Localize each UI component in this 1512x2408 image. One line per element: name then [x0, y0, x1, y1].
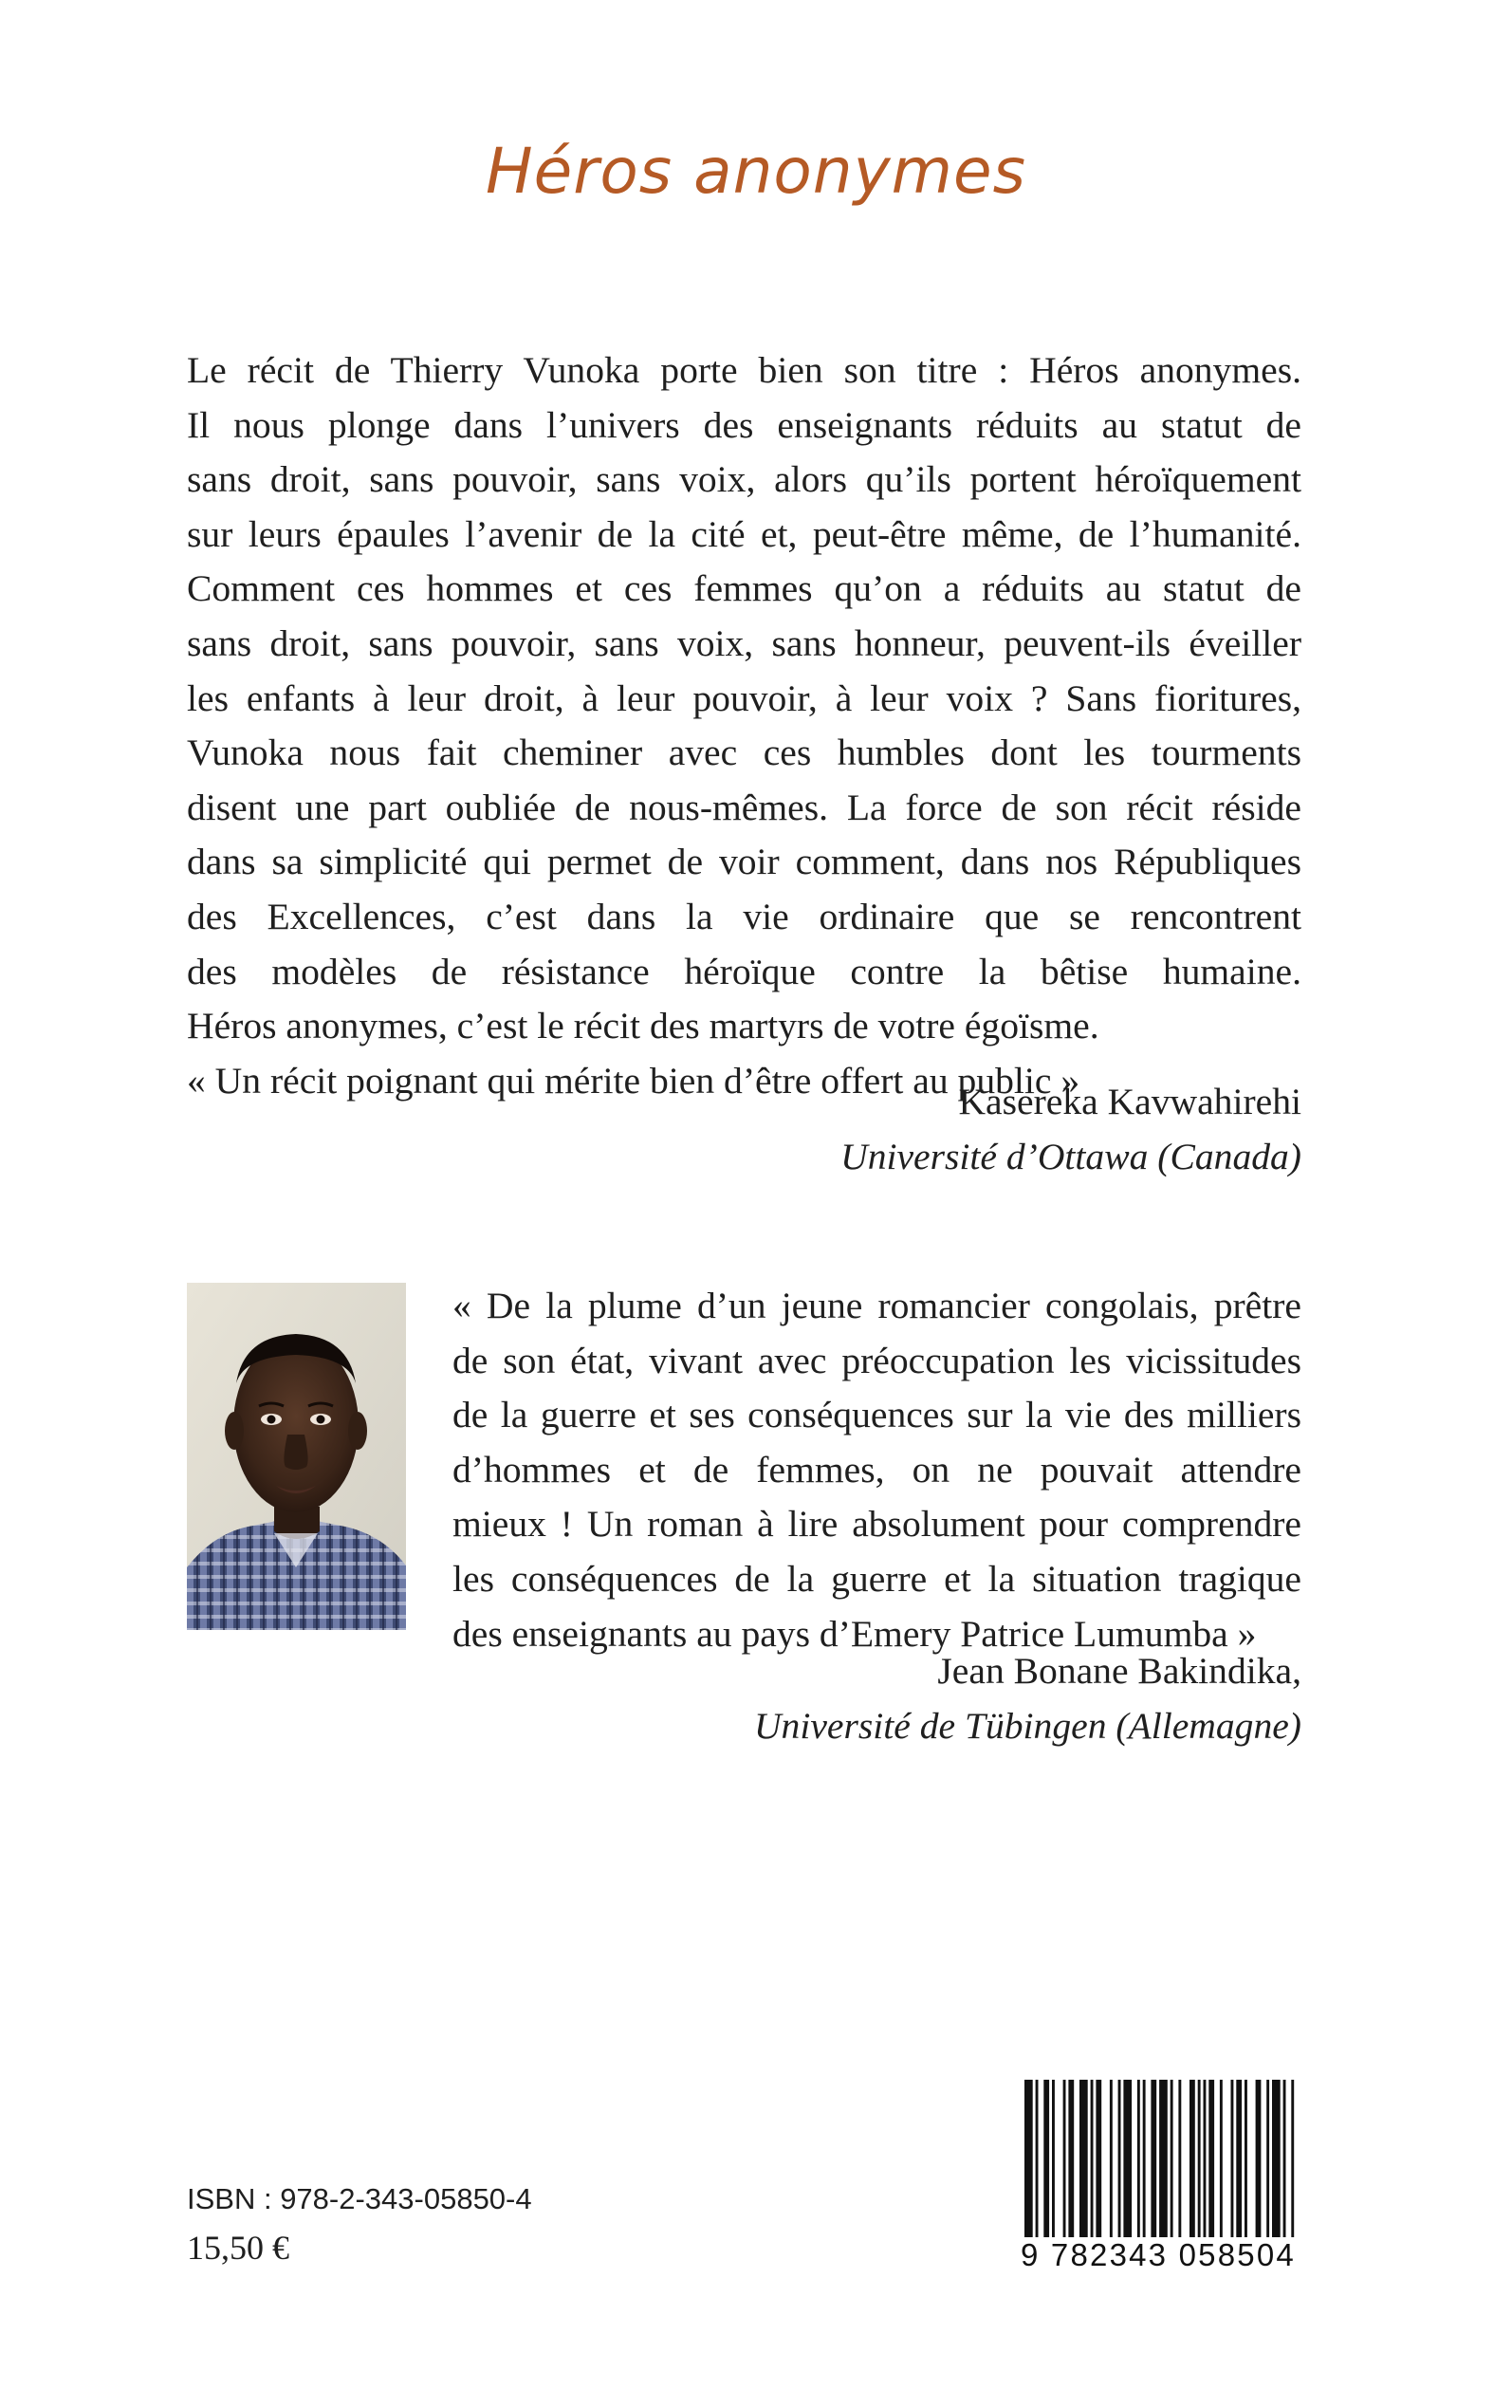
quote-line: de son état, vivant avec préoccupation les vicissitudes: [452, 1339, 1301, 1381]
blurb-line: sur leurs épaules l’avenir de la cité et, peut-être même, de l’humanité.: [187, 512, 1301, 555]
quote-line: « De la plume d’un jeune romancier congolais, prêtre: [452, 1285, 1301, 1326]
quote-line: des enseignants au pays d’Emery Patrice Lumumba »: [452, 1612, 1257, 1655]
blurb-line: sans droit, sans pouvoir, sans voix, sans honneur, peuvent-ils éveiller: [187, 621, 1301, 664]
blurb-quote-line: « Un récit poignant qui mérite bien d’être offert au public »: [187, 1059, 1080, 1102]
blurb-line: Héros anonymes, c’est le récit des martyrs de votre égoïsme.: [187, 1005, 1099, 1047]
quote-line: mieux ! Un roman à lire absolument pour comprendre: [452, 1503, 1301, 1546]
blurb-line: dans sa simplicité qui permet de voir comment, dans nos Républiques: [187, 841, 1301, 883]
isbn-text: ISBN : 978-2-343-05850-4: [187, 2182, 532, 2215]
price-text: 15,50 €: [187, 2229, 289, 2267]
blurb-line: des modèles de résistance héroïque contre la bêtise humaine.: [187, 950, 1301, 992]
blurb-paragraph: [187, 343, 1301, 1108]
attribution-kavwahirehi: [840, 1075, 1301, 1184]
blurb-line: Vunoka nous fait cheminer avec ces humbles dont les tourments: [187, 732, 1301, 774]
quote-line: d’hommes et de femmes, on ne pouvait attendre: [452, 1448, 1301, 1491]
blurb-line: Il nous plonge dans l’univers des enseignants réduits au statut de: [187, 403, 1301, 446]
blurb-line: les enfants à leur droit, à leur pouvoir, à leur voix ? Sans fioritures,: [187, 676, 1301, 719]
book-title: Héros anonymes: [486, 135, 1026, 208]
attribution-bakindika: [754, 1644, 1301, 1753]
blurb-line: disent une part oubliée de nous-mêmes. La force de son récit réside: [187, 786, 1301, 828]
attribution-institution: Université d’Ottawa (Canada): [840, 1135, 1301, 1177]
attribution-name: Jean Bonane Bakindika,: [937, 1650, 1301, 1692]
quote-line: de la guerre et ses conséquences sur la vie des milliers: [452, 1394, 1301, 1436]
blurb-line: Comment ces hommes et ces femmes qu’on a réduits au statut de: [187, 567, 1301, 610]
attribution-institution: Université de Tübingen (Allemagne): [753, 1704, 1301, 1747]
author-photo: [187, 1283, 406, 1630]
blurb-line: des Excellences, c’est dans la vie ordinaire que se rencontrent: [187, 895, 1301, 937]
attribution-name: Kasereka Kavwahirehi: [958, 1081, 1301, 1122]
blurb-line: Le récit de Thierry Vunoka porte bien son titre : Héros anonymes.: [187, 349, 1301, 391]
quote-line: les conséquences de la guerre et la situation tragique: [452, 1557, 1301, 1600]
quote-bakindika: [452, 1279, 1301, 1661]
barcode-digits: 9 782343 058504: [1017, 2237, 1305, 2273]
blurb-line: sans droit, sans pouvoir, sans voix, alors qu’ils portent héroïquement: [187, 458, 1301, 501]
